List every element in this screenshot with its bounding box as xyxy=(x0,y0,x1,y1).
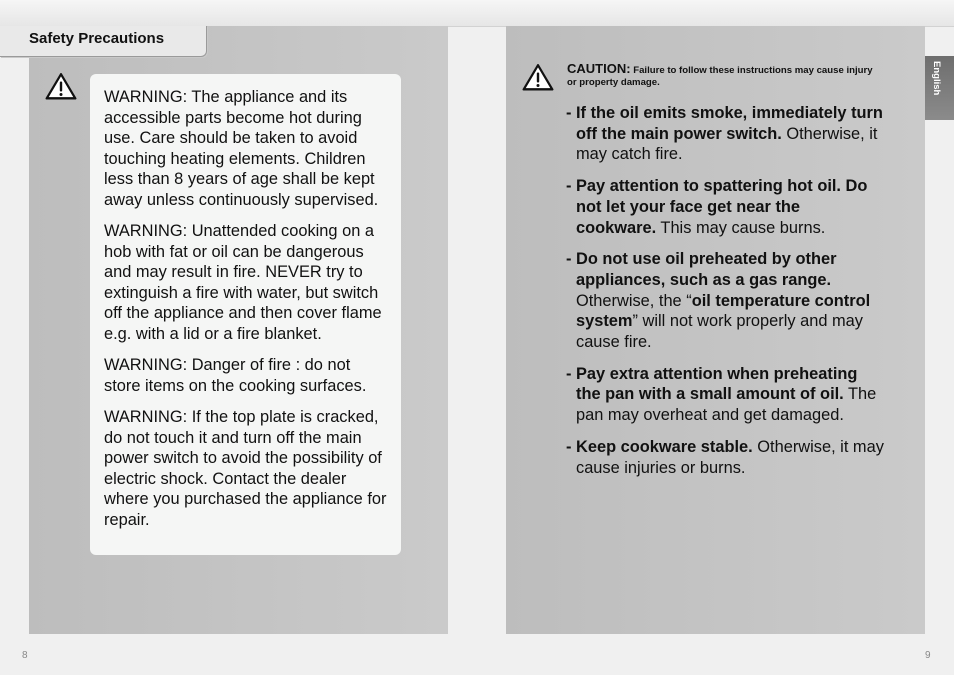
warning-triangle-icon xyxy=(45,72,77,105)
language-label: English xyxy=(931,61,942,96)
bullet-dash: - xyxy=(566,177,572,196)
bullet-text: Otherwise, it may cause injuries or burns. xyxy=(576,437,884,477)
language-tab xyxy=(925,56,954,120)
caution-heading xyxy=(567,63,877,89)
bullet-text: Otherwise, the “ xyxy=(576,291,692,310)
section-title-tab: Safety Precautions xyxy=(0,26,207,57)
warning-paragraph: WARNING: The appliance and its accessible parts become hot during use. Care should be taken to avoid touching heating elements. Children less than 8 years of age shall be kept away unless continuously supervised. xyxy=(104,88,379,209)
warning-paragraph: WARNING: Danger of fire : do not store items on the cooking surfaces. xyxy=(104,356,367,395)
caution-bullet xyxy=(566,437,884,478)
caution-bullet xyxy=(566,249,884,353)
bullet-bold-text: If the oil emits smoke, immediately turn off the main power switch. xyxy=(576,104,883,143)
bullet-dash: - xyxy=(566,437,572,456)
bullet-bold-text: Keep cookware stable. xyxy=(576,437,753,456)
bullet-dash: - xyxy=(566,104,572,122)
caution-label: CAUTION: xyxy=(567,61,631,76)
top-strip xyxy=(0,0,954,27)
page-number-left: 8 xyxy=(22,650,28,661)
bullet-dash: - xyxy=(566,364,572,383)
warning-paragraph: WARNING: Unattended cooking on a hob with fat or oil can be dangerous and may result in fire. NEVER try to extinguish a fire with water, but switch off the appliance and then cover flame e.g. with a lid or a fire blanket. xyxy=(104,222,382,343)
caution-bullet xyxy=(566,103,884,165)
caution-bullet xyxy=(566,364,884,426)
bullet-bold-text: Pay attention to spattering hot oil. Do not let your face get near the cookware. xyxy=(576,177,868,237)
bullet-text: This may cause burns. xyxy=(656,218,826,237)
caution-bullet xyxy=(566,176,884,238)
caution-text: Failure to follow these instructions may cause injury or property damage. xyxy=(567,65,873,88)
warning-paragraph: WARNING: If the top plate is cracked, do not touch it and turn off the main power switch to avoid the possibility of electric shock. Contact the dealer where you purchased the appliance for repair. xyxy=(104,408,387,529)
bullet-text: The pan may overheat and get damaged. xyxy=(576,385,877,425)
warning-card xyxy=(90,74,401,555)
bullet-text: Otherwise, it may catch fire. xyxy=(576,124,878,164)
warning-triangle-icon xyxy=(522,63,554,96)
caution-bullet-list xyxy=(566,103,884,489)
bullet-text: ” will not work properly and may cause fire. xyxy=(576,312,863,352)
bullet-dash: - xyxy=(566,250,572,269)
bullet-bold-text: Do not use oil preheated by other appliances, such as a gas range. xyxy=(576,250,837,289)
bullet-bold-text: Pay extra attention when preheating the pan with a small amount of oil. xyxy=(576,364,858,404)
bullet-bold-text: oil temperature control system xyxy=(576,291,871,331)
page-number-right: 9 xyxy=(925,650,931,661)
